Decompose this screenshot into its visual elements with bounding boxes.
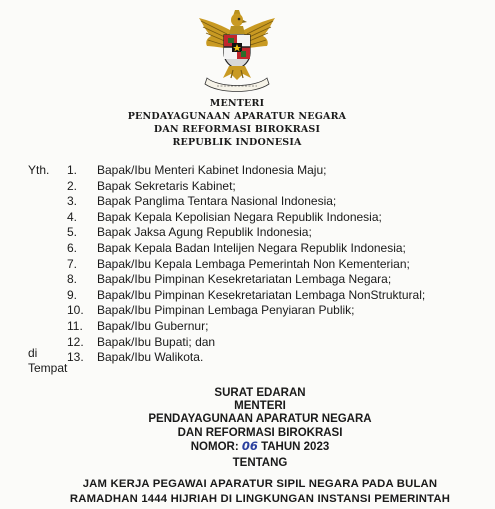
letterhead-line: MENTERI [209,98,265,109]
recipient-number: 12. [67,334,84,349]
recipient-number: 2. [67,178,78,193]
subject-line: JAM KERJA PEGAWAI APARATUR SIPIL NEGARA PADA BULAN [82,478,438,490]
place-di: di [28,346,38,360]
recipient-number: 11. [67,318,83,333]
letterhead-line: REPUBLIK INDONESIA [172,137,302,148]
recipient-text: Bapak/Ibu Pimpinan Kesekretariatan Lembaga Negara; [97,272,392,287]
recipient-item [67,163,425,179]
recipient-item [67,241,425,257]
recipient-item [67,350,425,366]
recipient-number: 4. [67,209,78,224]
recipient-number: 6. [67,240,78,255]
place-block [28,346,67,376]
recipient-number: 9. [67,287,78,302]
recipient-text: Bapak/Ibu Gubernur; [97,318,209,333]
recipient-item [67,319,425,335]
recipient-text: Bapak Sekretaris Kabinet; [97,178,236,193]
circular-title-line: PENDAYAGUNAAN APARATUR NEGARA [148,413,372,426]
circular-number [0,440,495,454]
circular-subject [0,477,495,507]
tentang-label: TENTANG [232,457,288,469]
recipient-text: Bapak Panglima Tentara Nasional Indonesia; [97,194,337,209]
recipient-text: Bapak/Ibu Kepala Lembaga Pemerintah Non Kementerian; [97,256,410,271]
number-prefix: NOMOR: [190,440,239,453]
recipient-number: 7. [67,256,78,271]
letterhead-line: DAN REFORMASI BIROKRASI [153,124,321,135]
letterhead-line: PENDAYAGUNAAN APARATUR NEGARA [127,111,347,122]
ministry-letterhead [0,97,474,149]
number-suffix: TAHUN 2023 [261,440,330,453]
recipient-item [67,225,425,241]
recipient-item [67,303,425,319]
recipient-text: Bapak Jaksa Agung Republik Indonesia; [97,225,312,240]
recipient-number: 8. [67,272,78,287]
recipient-text: Bapak/Ibu Pimpinan Kesekretariatan Lembaga NonStruktural; [97,287,426,302]
number-handwritten: 06 [241,438,258,453]
recipient-text: Bapak/Ibu Walikota. [97,350,204,365]
circular-title-line: SURAT EDARAN [214,387,306,399]
recipient-item [67,272,425,288]
recipient-item [67,179,425,195]
recipient-number: 10. [67,303,84,318]
recipient-list [67,163,425,366]
recipient-item [67,288,425,304]
recipient-text: Bapak/Ibu Menteri Kabinet Indonesia Maju; [97,163,327,177]
recipient-text: Bapak Kepala Badan Intelijen Negara Republik Indonesia; [97,240,406,255]
subject-line: RAMADHAN 1444 HIJRIAH DI LINGKUNGAN INSTANSI PEMERINTAH [69,493,451,505]
circular-title-line: DAN REFORMASI BIROKRASI [177,426,343,439]
recipient-number: 5. [67,225,78,240]
recipient-text: Bapak/Ibu Pimpinan Lembaga Penyiaran Publik; [97,303,355,318]
recipient-text: Bapak/Ibu Bupati; dan [97,334,216,349]
salutation: Yth. [28,163,50,177]
recipient-item [67,335,425,351]
circular-title [0,387,495,454]
circular-title-line: MENTERI [234,400,286,413]
place-tempat: Tempat [28,361,68,375]
recipient-number: 1. [67,163,78,177]
recipient-item [67,257,425,273]
recipient-text: Bapak Kepala Kepolisian Negara Republik Indonesia; [97,209,382,224]
recipient-item [67,194,425,210]
recipient-number: 13. [67,350,84,365]
garuda-pancasila-emblem-icon [197,8,277,92]
recipient-item [67,210,425,226]
recipient-number: 3. [67,194,78,209]
